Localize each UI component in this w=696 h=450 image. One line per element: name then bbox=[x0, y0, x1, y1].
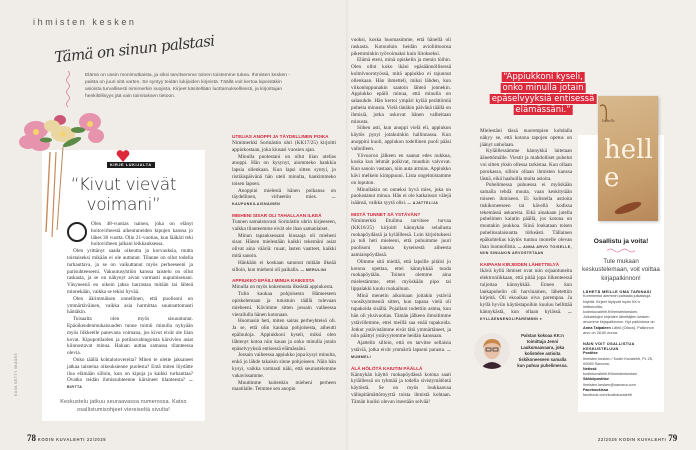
send-heading: LÄHETÄ MEILLE OMA TARINASI bbox=[583, 289, 652, 295]
paragraph-text: Huomasin heti, miten sairas perheyhteisö oli. Ja se, että olin kaukaa pohjoisesta, aiheutti epäluuloja. Appiukkoni kyseli, miksi olen lähtenyt kotoa niin kauas ja onko minulla jotain epäselvyyksiä entisessä elämässäni. bbox=[232, 318, 336, 352]
channel-link[interactable]: facebook.com/kodinkuvalehti bbox=[583, 393, 632, 398]
paragraph bbox=[480, 148, 572, 182]
letter-content bbox=[42, 175, 205, 414]
signature: — MERULINI bbox=[300, 267, 327, 272]
column-title: Tämä on sinun palstasi bbox=[53, 31, 216, 67]
closing-note: Keskustelu jatkuu seuraavassa numerossa. Katso osallistumisohjeet viereiseltä sivulta! bbox=[60, 398, 187, 413]
editor-avatar bbox=[474, 333, 510, 369]
channel-email[interactable]: ihmisten.kesken@sanoma.com bbox=[583, 382, 636, 387]
paragraph bbox=[67, 221, 193, 248]
paragraph-text: Minullakin on onneksi hyvä mies, joka on puolustanut minua. Hän ei ole katkaissut välejä isäänsä, vaikka syytä olisi. bbox=[351, 186, 451, 207]
paragraph-text: Mielestäni tässä nuorempien kohdalla näkyy se, että kotona tapojen opetus on jäänyt unholaan. bbox=[480, 128, 572, 148]
intro-text: Elämä on usein monimutkaista, ja siksi tarvitsemme toinen toistemme tukea. Ihmisten kesken -palsta on juuri sitä varten. Se syntyy teidän lukijoiden kirjeistä. Täällä voit kertoa kipeistäkin asioista turvallisesti nimimerkin suojista. Kirjeet käsitellään luottamuksellisesti, ja kirjoittajan henkilöllisyys jää vain toimituksen tietoon. bbox=[85, 73, 290, 99]
paragraph-text: Kyläillessämme kännykkä laitetaan äänettömälle. Viestit ja mahdolliset puhelut voi sitten yksin ollessa tarkistaa. Kun ollaan porukassa, silloin ollaan ihmisten kanssa läsnä, eikä haahuilla muita asioita. bbox=[480, 148, 572, 182]
paragraph-text: Ajattelin silloin, että en tarvitse sellaisia ystäviä, jotka eivät ymmärrä lapseni parasta. bbox=[351, 340, 451, 354]
channel-label: Netissä bbox=[583, 367, 597, 372]
heart-icon bbox=[116, 150, 130, 162]
letter-heading: MIEHENI SISAR OLI TAHALLAAN ILKEÄ bbox=[232, 212, 322, 218]
paragraph-text: Minun tapauksessani kiusaaja oli mieheni sisar. Hänen mielestään kaikki tekemäni asiat olivat aina vääriä: ruuat, lasten vaatteet, kaikki mitä sanoin. bbox=[232, 232, 336, 259]
folio-text: KODIN KUVALEHTI 22/2025 bbox=[37, 437, 107, 442]
spine-shadow bbox=[346, 0, 350, 450]
paragraph-text: Anoppini mielestä hänen poikansa on täydellinen, virheetön mies. bbox=[232, 187, 336, 201]
editor-photo bbox=[474, 333, 510, 369]
right-column-2-wrap bbox=[480, 128, 572, 369]
letter-heading: APPIUKKO EPÄILI MINUA KAIKESTA bbox=[232, 278, 315, 284]
paragraph-text: Olen yrittänyt saada oikeutta ja korvauksia, mutta toistaiseksi mikään ei ole auttanut. Tilanne on ollut todella turhauttava, ja se on vaikuttanut myös perheeseeni ja parisuhteeseeni. Vakuutusyhtiön kanssa taistelu on ollut raskasta, ja se on näkynyt aivan varmasti uupumisenani. Väsyneenä en oikein jaksa harrastaa mitään tai lähteä minnekään, vaikka se tekisi hyvää. bbox=[67, 248, 193, 295]
paragraph-text: Minulla on myös kokemusta ilkeästä appiukosta. bbox=[232, 284, 334, 291]
paragraph bbox=[232, 352, 336, 379]
letter-heading: KAIPAAN KIRJEIDEN LÄHETTELYÄ bbox=[480, 262, 560, 268]
paragraph bbox=[480, 182, 572, 257]
paragraph bbox=[351, 125, 451, 152]
paragraph bbox=[351, 187, 451, 207]
pull-quote-line: epäselvyyksiä entisessä bbox=[491, 94, 595, 104]
paragraph-text: Minä menetin aikoinaan joitakin ystäviä vuosikymmeniä sitten, kun tapana vielä oli tupakoida sisällä. Pojallani todettiin astma, kun hän oli yksivuotias. Tämän jälkeen ilmoitimme ystävillemme, ettei meillä saa enää tupakoida. Jotkut ystävistämme eivät tätä ymmärtäneet, ja niin päättyi ystävyytemme heidän kanssaan. bbox=[351, 292, 451, 340]
editor-caption: Palstan kokoaa KK:n toimittaja Jenni Laukumaavaara, joka kolistelee astioita tiskikoneeseen samalla kun puhuu puhelimessa. bbox=[517, 332, 568, 368]
signature: — KYLLÄENNENOLIPAREMMIN ● bbox=[480, 309, 572, 321]
paragraph-text: Jossain vaiheessa appiukko jopa kysyi minulta, enkö jo lähde takaisin sinne pohjoiseen. Näin hän kysyi, vaikka varmasti näki, että seurustelemme vakavissamme. bbox=[232, 352, 336, 379]
folio-right bbox=[598, 433, 677, 443]
paragraph bbox=[351, 259, 451, 293]
paragraph-text: Yövuoron jälkeen en saanut edes nukkua, koska kun lehmät poikivat, muutkin valvovat. Kun sanoin vastaan, niin auta armias. Appiukko kävi melkein kimppuuni. Lista ongelmistamme on loputon. bbox=[351, 152, 451, 186]
paragraph bbox=[351, 57, 451, 125]
letter-body bbox=[67, 221, 193, 391]
paragraph bbox=[232, 380, 336, 394]
send-text-2: Lähtö (Otava). Palkinnon arvo on 28,60 euroa. bbox=[583, 325, 654, 335]
paragraph-text: Nimimerkki Etuilma tarvitsee turvaa (KK16/25) kirjoitti kännykän selailusta ruokapöydässä ja kyläillessä. Luin kirjoituksesi ja tuli heti mieleeni, että puhuimme juuri puolisoni kanssa kyseisestä aiheesta aamiaispöydässä. bbox=[351, 217, 451, 258]
paragraph bbox=[351, 218, 451, 259]
letter-headline: “Kivut vievät voimani” bbox=[70, 175, 177, 215]
section-kicker: ihmisten kesken bbox=[33, 17, 137, 27]
pull-quote bbox=[490, 72, 597, 116]
paragraph-text: Elämä eteni, minä opiskelin ja menin töihin. Olen ollut koko ikäni epäsäännöllisessä kolmivuorotyössä, mitä appiukko ei tajunnut ollenkaan. Hän ihmetteli, miksi lähden, kun viikonloppunakin saatoin lähteä jonnekin. Appiukko epäili minua, että minulla on salasuhde. Hän kertoi ympäri kylää perättömiä puheita minusta. Vielä tänäkin päivänä täällä on ihmisiä, jotka uskovat hänen valheitaan minusta. bbox=[351, 57, 451, 125]
page-number: 78 bbox=[27, 433, 36, 443]
paragraph-text: Nimimerkki Sorinästin uhri (KK17/25) kirjoitti appiukostaan, joka kiusasi vuosien ajan. bbox=[232, 140, 336, 153]
book-author: Isabelle bbox=[602, 118, 615, 123]
wavy-line-icon bbox=[64, 71, 72, 109]
book-cover bbox=[598, 96, 658, 221]
paragraph bbox=[232, 291, 336, 318]
book-leaf-art bbox=[598, 96, 658, 221]
paragraph-text: Olimme sitä mieltä, että lapsille pitäisi jo kotona opettaa, ettei kännykkää tuoda ruokapöytään. Toinen olemme aina mielestämme, ettei myöskään pipo tai lippalakki kuulu ruokailuun. bbox=[351, 258, 451, 292]
paragraph-text: Tulin kaukaa pohjoisesta Hämeeseen opiskelemaan ja tutustuin täällä tulevaan mieheeni. Kävimme sitten jossain vaiheessa vierailulla hänen kotonaan. bbox=[232, 291, 336, 318]
folio-text: 22/2025 KODIN KUVALEHTI bbox=[598, 437, 667, 442]
paragraph-text: Minulla puolestani on ollut liian utelias anoppi. Hän on kysynyt, aiommeko hankkia lapsia ollenkaan. Kun lapsi sitten syntyi, jo ristiäispäivänä hän uteli minulta, hankimmeko toisen lapsen. bbox=[232, 153, 336, 187]
signature: — BIRTTA bbox=[67, 378, 194, 390]
paragraph-text: Tunnen samaistuvani Sorinästin uhrin kirjeeseen, vaikka tilanteemme eivät ole ihan samanlaiset. bbox=[232, 218, 336, 232]
photo-credit: KUVA GETTY IMAGES bbox=[14, 352, 18, 396]
paragraph-text: Hänkään ei koskaan sanonut mitään ilkeää silloin, kun mieheni oli paikalla. bbox=[232, 259, 336, 273]
send-text bbox=[583, 294, 659, 336]
paragraph bbox=[351, 293, 451, 341]
paragraph-text: Ikävä kyllä ihmiset ovat niin orjaantuneita elektroniikkaan, että pitää jopa liikenteessä tuijottaa kännykkää. Ennen kun lankapuhelin oli harvinainen, lähetettiin kirjeitä. Oli ekoaikaa oiva parempaa. Ja kyllä hyviin käytöstapoihin kuuluu hellittää kännykästä, kun ollaan kylässä. bbox=[480, 268, 572, 315]
pull-quote-line: “Appiukkoni kyseli, bbox=[503, 72, 583, 82]
folio-left bbox=[27, 433, 106, 443]
paragraph-text: Olen 48-vuotias nainen, joka on elänyt hoitovirheestä aiheutuneiden kipujen kanssa jo lähes 30 vuotta. Olin 21-vuotias, kun lääkäri teki hoitovirheen jalkani leikkauksessa. bbox=[91, 221, 193, 248]
paragraph-text: Onko täällä kohtalotovereita? Miten te olette jaksaneet jatkaa taistelua oikeuksienne puolesta? Entä miten löydätte iloa elämään silloin, kun on kipuja ja kaikki turhauttaa? Ovatko teidän ihmissuhteenne kärsineet tilanteesta? bbox=[67, 356, 193, 384]
paragraph bbox=[232, 154, 336, 188]
signature: — ANNA ARVO TOISELLE, NIIN SINUAKIN ARVOSTETAAN bbox=[480, 244, 573, 256]
wavy-divider-icon bbox=[607, 248, 635, 253]
signature: — AJATTELIJA bbox=[407, 201, 439, 206]
paragraph bbox=[67, 316, 193, 357]
editor-box bbox=[474, 333, 572, 370]
right-column-2 bbox=[480, 128, 572, 323]
signature: — KAUPUNKILAISNAINEN bbox=[232, 195, 337, 207]
paragraph bbox=[351, 340, 451, 360]
prize-author: Anna Talpaleen bbox=[583, 325, 611, 330]
right-column-1 bbox=[351, 37, 451, 406]
send-text-1: Kommentoi aiemmin palstalla julkaistuja kirjeitä. Kirjeet löytyvät myös KK:n nettisivuilta, kodinkuvalehti.fi/ihmistenkesken. Julkaistujen kirjeiden lähettäjien kesken arvomme kirjapalkinnon. Nyt palkintona on bbox=[583, 294, 655, 325]
paragraph-text: vuoksi, koska huomasimme, että hänellä oli raskasta. Kotouduin heidän avioliittoonsa pikemminkin työvoimaksi kuin liitokseksi. bbox=[351, 37, 451, 57]
paragraph-text: Toisaalta olen myös sisuuntunut. Epäoikeudenmukaisuuden tunne toimii minulla nykyään myös liikkeelle panevana voimana, jos kivut eivät ole liian kovat. Kipupotilaiden ja potilasvahingoista kärsivien asiat kiinnostavat minua. Haluan auttaa samassa tilanteessa olevia. bbox=[67, 316, 193, 357]
channel-value: Ihmisten kesken / Kodin Kuvalehti, PL 25, 00089 Sanoma. bbox=[583, 356, 653, 366]
paragraph bbox=[232, 318, 336, 352]
paragraph bbox=[67, 248, 193, 296]
paragraph-text: Olen äärimmäisen onnellinen, että puolisoni on ymmärtäväinen, vaikka asia harmittaa suunnattomasti häntäkin. bbox=[67, 295, 193, 316]
book-title: helle bbox=[604, 135, 653, 193]
paragraph bbox=[480, 268, 572, 322]
pull-quote-line: elämässäni.” bbox=[515, 105, 571, 115]
paragraph bbox=[67, 296, 193, 316]
letter-heading: UTELIAS ANOPPI JA TÄYDELLINEN POIKA bbox=[232, 134, 329, 139]
paragraph bbox=[351, 372, 451, 406]
paragraph-text: Kännykän käyttö ruokapöydässä kotona saati kyläillessä on tyhmää ja todella sivistymätöntä käytöstä. Se on myös loukkaavaa välinpitämättömyyttä toista ihmistä kohtaan. Tämän luulisi olevan itsestään selvää! bbox=[351, 371, 451, 405]
paragraph bbox=[351, 153, 451, 187]
channel-label: Postitse bbox=[583, 351, 598, 356]
paragraph-text: Muutimme kuitenkin mieheni perheen maatilalle. Teimme sen anopin bbox=[232, 379, 336, 393]
channel-link[interactable]: kodinkuvalehti.fi/ihmistenkesken bbox=[583, 372, 638, 377]
paragraph bbox=[232, 284, 336, 291]
pull-quote-line: onko minulla jotain bbox=[502, 83, 584, 93]
letter-heading: ÄLÄ HÖLÖTÄ KAIUTIN PÄÄLLÄ bbox=[351, 365, 423, 371]
sidebar-content bbox=[578, 238, 664, 398]
paragraph-text: Siihen asti, kun anoppi vielä eli, appiukon käytös pysyi jotakuinkin hallinnassa. Kun anoppini kuoli, appiukon todellinen puoli pääsi valloilleen. bbox=[351, 125, 451, 152]
paragraph bbox=[232, 188, 336, 208]
channel-label: Facebookissa bbox=[583, 387, 609, 392]
sidebar-lead: Tule mukaan keskustelemaan, voit voittaa kirjapalkinnon! bbox=[582, 258, 660, 282]
letter-heading: MISTÄ TUNNET SÄ YSTÄVÄN? bbox=[351, 211, 421, 217]
sidebar-title: Osallistu ja voita! bbox=[593, 238, 649, 245]
signature: — MUMMELI bbox=[351, 348, 452, 359]
paragraph bbox=[232, 260, 336, 274]
paragraph bbox=[351, 37, 451, 57]
paragraph bbox=[232, 233, 336, 260]
middle-column bbox=[232, 133, 336, 393]
paragraph-text: Puhelimessa puhuessa ei myöskään samalla tehdä muuta, vaan keskitytään toiseen ihmiseen. Ei kolistella astioita tiskikoneeseen tai kävellä kodissa tekemässä askareita. Eikä ainakaan jutella puhelimen kaiutin päällä, jos kotona on muutakin joukkoa. Siinä loukataan toisen puhelinsalaisuutta törkeästi. Tällainen epäkohtelias käytös tuntuu monelle olevan ihan luonnollista. bbox=[480, 182, 572, 250]
how-heading: NÄIN VOIT OSALLISTUA KESKUSTELUUN bbox=[583, 341, 635, 352]
page-number: 79 bbox=[668, 433, 678, 443]
drop-cap-o bbox=[67, 222, 87, 242]
channel-label: Sähköpostitse bbox=[583, 377, 609, 382]
paragraph bbox=[232, 219, 336, 233]
paragraph bbox=[232, 140, 336, 154]
paragraph bbox=[480, 128, 572, 148]
sidebar-body bbox=[578, 289, 664, 398]
letter-label: KIRJE LUKIJALTA bbox=[107, 162, 155, 168]
paragraph bbox=[67, 357, 193, 391]
